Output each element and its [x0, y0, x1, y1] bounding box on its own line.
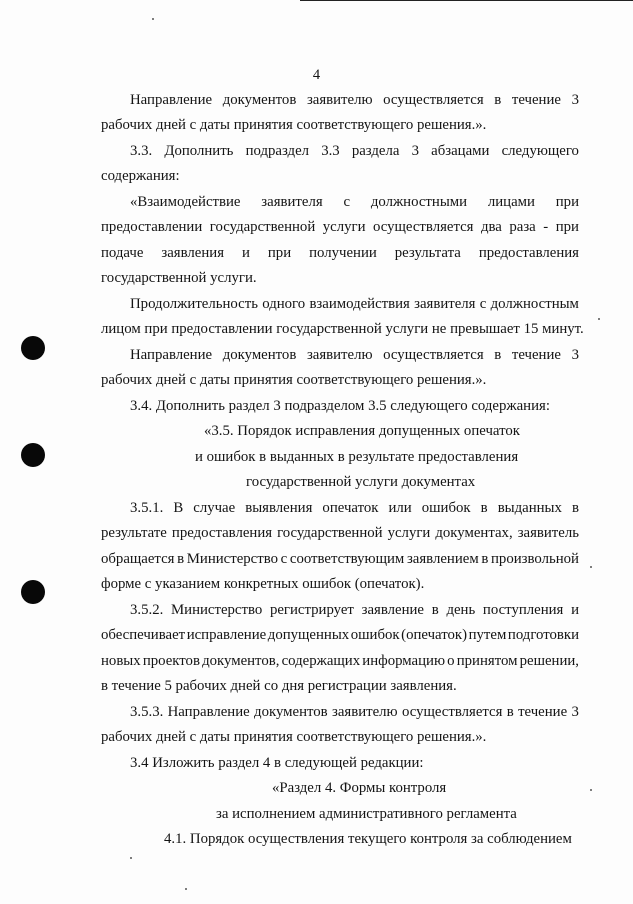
word: 3 [571, 92, 579, 108]
word: взаимодействия [309, 296, 410, 312]
word: государственной [209, 219, 316, 235]
word: 3 [571, 347, 579, 363]
text-line: лицом при предоставлении государственной услуги не превышает 15 минут. [101, 321, 584, 337]
word: заявителя [414, 296, 476, 312]
word: при [555, 194, 579, 210]
word: Продолжительность [130, 296, 258, 312]
scan-speck [590, 789, 592, 791]
scan-speck [130, 857, 132, 859]
word: должностными [370, 194, 468, 210]
word: получении [309, 245, 377, 261]
word: с [343, 194, 351, 210]
word: обращается [101, 551, 175, 567]
text-line [101, 524, 579, 542]
section-heading: за исполнением административного регламента [216, 806, 517, 822]
word: осуществляется [383, 347, 484, 363]
word: услуги [387, 525, 431, 541]
word: заявителю [306, 347, 373, 363]
word: заявления [161, 245, 224, 261]
word: в [494, 347, 502, 363]
word: осуществляется [383, 92, 484, 108]
word: одного [262, 296, 306, 312]
text-line [130, 499, 579, 517]
word: 3 [571, 704, 579, 720]
word: случае [193, 500, 236, 516]
word: проектов [142, 653, 200, 669]
text-line: в течение 5 рабочих дней со дня регистрации заявления. [101, 678, 457, 694]
word: в [481, 551, 489, 567]
word: допущенных [267, 627, 350, 643]
text-line: 3.4. Дополнить раздел 3 подразделом 3.5 следующего содержания: [130, 398, 550, 414]
word: Дополнить [164, 143, 234, 159]
punch-hole [21, 580, 45, 604]
word: о [447, 653, 455, 669]
word: принятом [456, 653, 518, 669]
word: при [555, 219, 579, 235]
word: осуществляется [401, 704, 503, 720]
word: течение [511, 92, 561, 108]
word: с [280, 551, 288, 567]
text-line [130, 193, 579, 211]
text-line [130, 601, 579, 619]
word: раза [509, 219, 536, 235]
word: подготовки [507, 627, 579, 643]
word: Министерство [171, 602, 263, 618]
word: содержащих [281, 653, 361, 669]
word: в [480, 500, 488, 516]
scan-speck [185, 888, 187, 890]
word: В [173, 500, 184, 516]
word: заявителя [261, 194, 323, 210]
punch-hole [21, 336, 45, 360]
word: и [241, 245, 250, 261]
word: документах, [435, 525, 513, 541]
scan-speck [152, 18, 154, 20]
word: результата [394, 245, 461, 261]
word: в [431, 602, 439, 618]
word: и [571, 602, 579, 618]
scan-speck [598, 318, 600, 320]
text-line: содержания: [101, 168, 180, 184]
word: новых [101, 653, 141, 669]
word: в [571, 500, 579, 516]
word: опечаток [322, 500, 379, 516]
text-line [130, 91, 579, 109]
text-line [130, 142, 579, 160]
subsection-heading: и ошибок в выданных в результате предоставления [195, 449, 519, 465]
text-line: государственной услуги. [101, 270, 257, 286]
text-line [130, 346, 579, 364]
text-line [101, 218, 579, 236]
word: обеспечивает [101, 627, 186, 643]
word: подраздел [245, 143, 310, 159]
word: следующего [501, 143, 579, 159]
word: в [494, 92, 502, 108]
word: заявлением [406, 551, 479, 567]
page-number: 4 [312, 67, 321, 83]
text-line [101, 652, 579, 670]
word: документов [222, 347, 297, 363]
word: «Взаимодействие [130, 194, 241, 210]
word: информацию [362, 653, 446, 669]
word: 3.3 [321, 143, 340, 159]
word: Направление [130, 92, 213, 108]
text-line [101, 550, 579, 568]
text-line: рабочих дней с даты принятия соответствующего решения.». [101, 372, 487, 388]
subsection-heading: «3.5. Порядок исправления допущенных опечаток [204, 423, 520, 439]
word: исправление [186, 627, 267, 643]
text-line [101, 626, 579, 644]
word: предоставлении [101, 219, 203, 235]
word: подаче [101, 245, 144, 261]
word: абзацами [431, 143, 490, 159]
word: при [267, 245, 292, 261]
text-line [101, 244, 579, 262]
word: 3.5.2. [130, 602, 164, 618]
word: государственной [277, 525, 383, 541]
word: документов, [202, 653, 280, 669]
word: предоставления [171, 525, 273, 541]
word: в [177, 551, 185, 567]
text-line: 3.4 Изложить раздел 4 в следующей редакции: [130, 755, 424, 771]
top-edge-rule [300, 0, 633, 1]
word: заявление [361, 602, 424, 618]
word: результате [101, 525, 167, 541]
word: с [479, 296, 487, 312]
punch-hole [21, 443, 45, 467]
word: ошибок [421, 500, 471, 516]
word: документов [254, 704, 328, 720]
word: заявитель [517, 525, 579, 541]
word: (опечаток) [401, 627, 468, 643]
word: осуществляется [373, 219, 474, 235]
word: Министерство [186, 551, 278, 567]
word: два [480, 219, 502, 235]
word: течение [518, 704, 568, 720]
word: произвольной [491, 551, 579, 567]
section-heading: «Раздел 4. Формы контроля [272, 780, 447, 796]
word: раздела [351, 143, 400, 159]
text-line: форме с указанием конкретных ошибок (опечаток). [101, 576, 425, 592]
word: лицами [487, 194, 535, 210]
scan-speck [590, 566, 592, 568]
word: выявления [245, 500, 313, 516]
word: в [506, 704, 514, 720]
word: заявителю [332, 704, 398, 720]
word: день [446, 602, 476, 618]
word: 3 [411, 143, 419, 159]
word: - [543, 219, 549, 235]
word: Направление [130, 347, 213, 363]
word: 3.5.3. [130, 704, 164, 720]
word: течение [511, 347, 561, 363]
text-line: рабочих дней с даты принятия соответствующего решения.». [101, 729, 487, 745]
word: путем [468, 627, 507, 643]
word: предоставления [478, 245, 579, 261]
word: поступления [482, 602, 564, 618]
word: 3.3. [130, 143, 153, 159]
subsection-heading: государственной услуги документах [246, 474, 476, 490]
word: соответствующим [289, 551, 405, 567]
text-line: 4.1. Порядок осуществления текущего контроля за соблюдением [164, 831, 572, 847]
word: должностным [490, 296, 579, 312]
word: или [388, 500, 412, 516]
text-line [130, 295, 579, 313]
word: 3.5.1. [130, 500, 164, 516]
text-line: рабочих дней с даты принятия соответствующего решения.». [101, 117, 487, 133]
text-line [130, 703, 579, 721]
word: заявителю [306, 92, 373, 108]
word: документов [222, 92, 297, 108]
word: выданных [497, 500, 562, 516]
word: решении, [519, 653, 579, 669]
word: Направление [167, 704, 250, 720]
word: услуги [322, 219, 366, 235]
word: регистрирует [269, 602, 354, 618]
word: ошибок [350, 627, 400, 643]
